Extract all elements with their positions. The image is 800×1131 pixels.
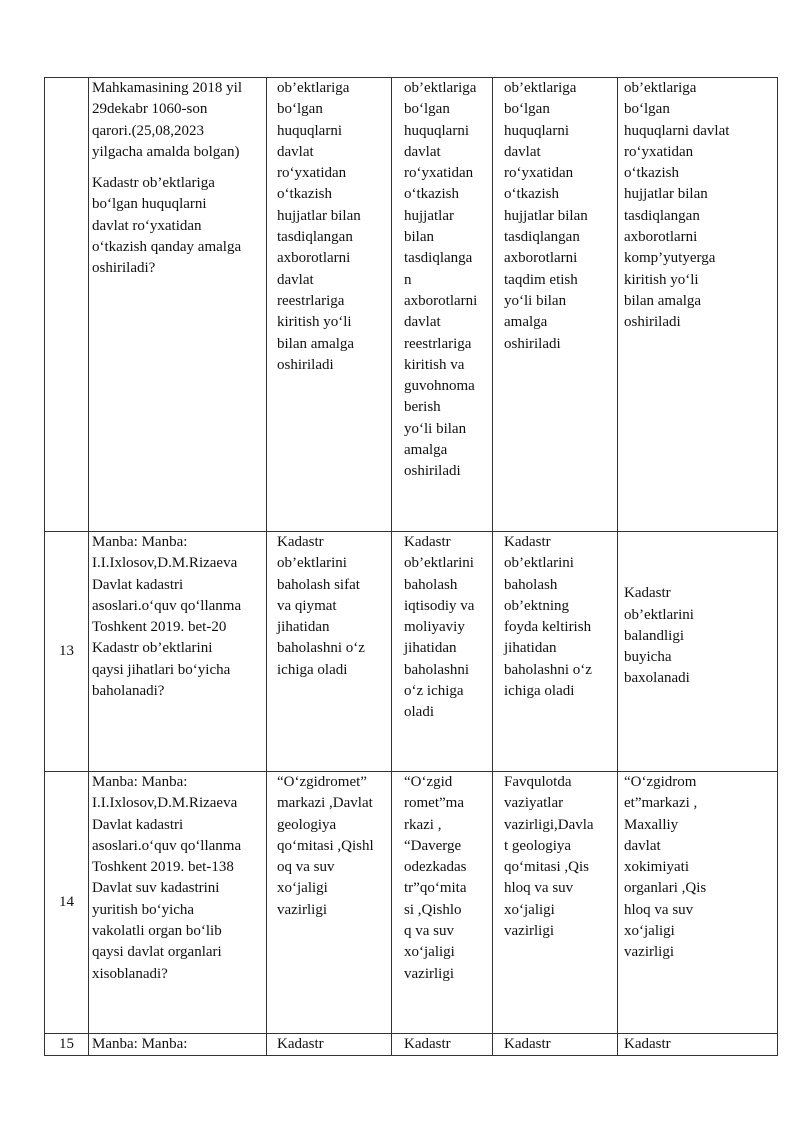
- question-text: Manba: Manba:: [92, 1036, 188, 1052]
- answer-option-d: Kadastr ob’ektlarini balandligi buyicha baxolanadi: [618, 532, 778, 772]
- question-number: 15: [45, 1034, 89, 1056]
- table-row: [45, 532, 778, 772]
- questions-table: [44, 77, 778, 1056]
- answer-option-a: Kadastr: [267, 1034, 392, 1056]
- table-row: [45, 1034, 778, 1056]
- table-row: [45, 78, 778, 532]
- question-number: 13: [45, 532, 89, 772]
- question-cell: [89, 772, 267, 1034]
- answer-option-a: “O‘zgidromet” markazi ,Davlat geologiya qo‘mitasi ,Qishl oq va suv xo‘jaligi vazirligi: [267, 772, 392, 1034]
- answer-option-d: “O‘zgidrom et”markazi , Maxalliy davlat xokimiyati organlari ,Qis hloq va suv xo‘jaligi vazirligi: [618, 772, 778, 1034]
- question-cell: [89, 532, 267, 772]
- table-row: [45, 772, 778, 1034]
- answer-option-b: Kadastr ob’ektlarini baholash iqtisodiy va moliyaviy jihatidan baholashni o‘z ichiga oladi: [392, 532, 493, 772]
- question-cell: [89, 78, 267, 532]
- question-text: Kadastr ob’ektlariga bo‘lgan huquqlarni davlat ro‘yxatidan o‘tkazish qanday amalga oshiriladi?: [92, 175, 242, 277]
- answer-option-b: Kadastr: [392, 1034, 493, 1056]
- question-text: Manba: Manba: I.I.Ixlosov,D.M.Rizaeva Davlat kadastri asoslari.o‘quv qo‘llanma Toshkent 2019. bet-20 Kadastr ob’ektlarini qaysi jihatlari bo‘yicha baholanadi?: [92, 534, 242, 700]
- answer-option-c: ob’ektlariga bo‘lgan huquqlarni davlat ro‘yxatidan o‘tkazish hujjatlar bilan tasdiqlangan axborotlarni taqdim etish yo‘li bilan amalga oshiriladi: [493, 78, 618, 532]
- answer-option-a: ob’ektlariga bo‘lgan huquqlarni davlat ro‘yxatidan o‘tkazish hujjatlar bilan tasdiqlangan axborotlarni davlat reestrlariga kiritish yo‘li bilan amalga oshiriladi: [267, 78, 392, 532]
- question-number: 14: [45, 772, 89, 1034]
- question-source: Mahkamasining 2018 yil 29dekabr 1060-son qarori.(25,08,2023 yilgacha amalda bolgan): [92, 80, 242, 160]
- answer-option-c: Favqulotda vaziyatlar vazirligi,Davla t geologiya qo‘mitasi ,Qis hloq va suv xo‘jaligi vazirligi: [493, 772, 618, 1034]
- answer-option-d: ob’ektlariga bo‘lgan huquqlarni davlat ro‘yxatidan o‘tkazish hujjatlar bilan tasdiqlangan axborotlarni komp’yutyerga kiritish yo‘li bilan amalga oshiriladi: [618, 78, 778, 532]
- answer-option-b: ob’ektlariga bo‘lgan huquqlarni davlat ro‘yxatidan o‘tkazish hujjatlar bilan tasdiqlanga n axborotlarni davlat reestrlariga kiritish va guvohnoma berish yo‘li bilan amalga oshiriladi: [392, 78, 493, 532]
- question-text: Manba: Manba: I.I.Ixlosov,D.M.Rizaeva Davlat kadastri asoslari.o‘quv qo‘llanma Toshkent 2019. bet-138 Davlat suv kadastrini yuritish bo‘yicha vakolatli organ bo‘lib qaysi davlat organlari xisoblanadi?: [92, 774, 242, 982]
- answer-option-b: “O‘zgid romet”ma rkazi , “Daverge odezkadas tr”qo‘mita si ,Qishlo q va suv xo‘jaligi vazirligi: [392, 772, 493, 1034]
- answer-option-c: Kadastr ob’ektlarini baholash ob’ektning foyda keltirish jihatidan baholashni o‘z ichiga oladi: [493, 532, 618, 772]
- answer-option-c: Kadastr: [493, 1034, 618, 1056]
- answer-option-d: Kadastr: [618, 1034, 778, 1056]
- question-cell: [89, 1034, 267, 1056]
- answer-option-a: Kadastr ob’ektlarini baholash sifat va qiymat jihatidan baholashni o‘z ichiga oladi: [267, 532, 392, 772]
- question-number: [45, 78, 89, 532]
